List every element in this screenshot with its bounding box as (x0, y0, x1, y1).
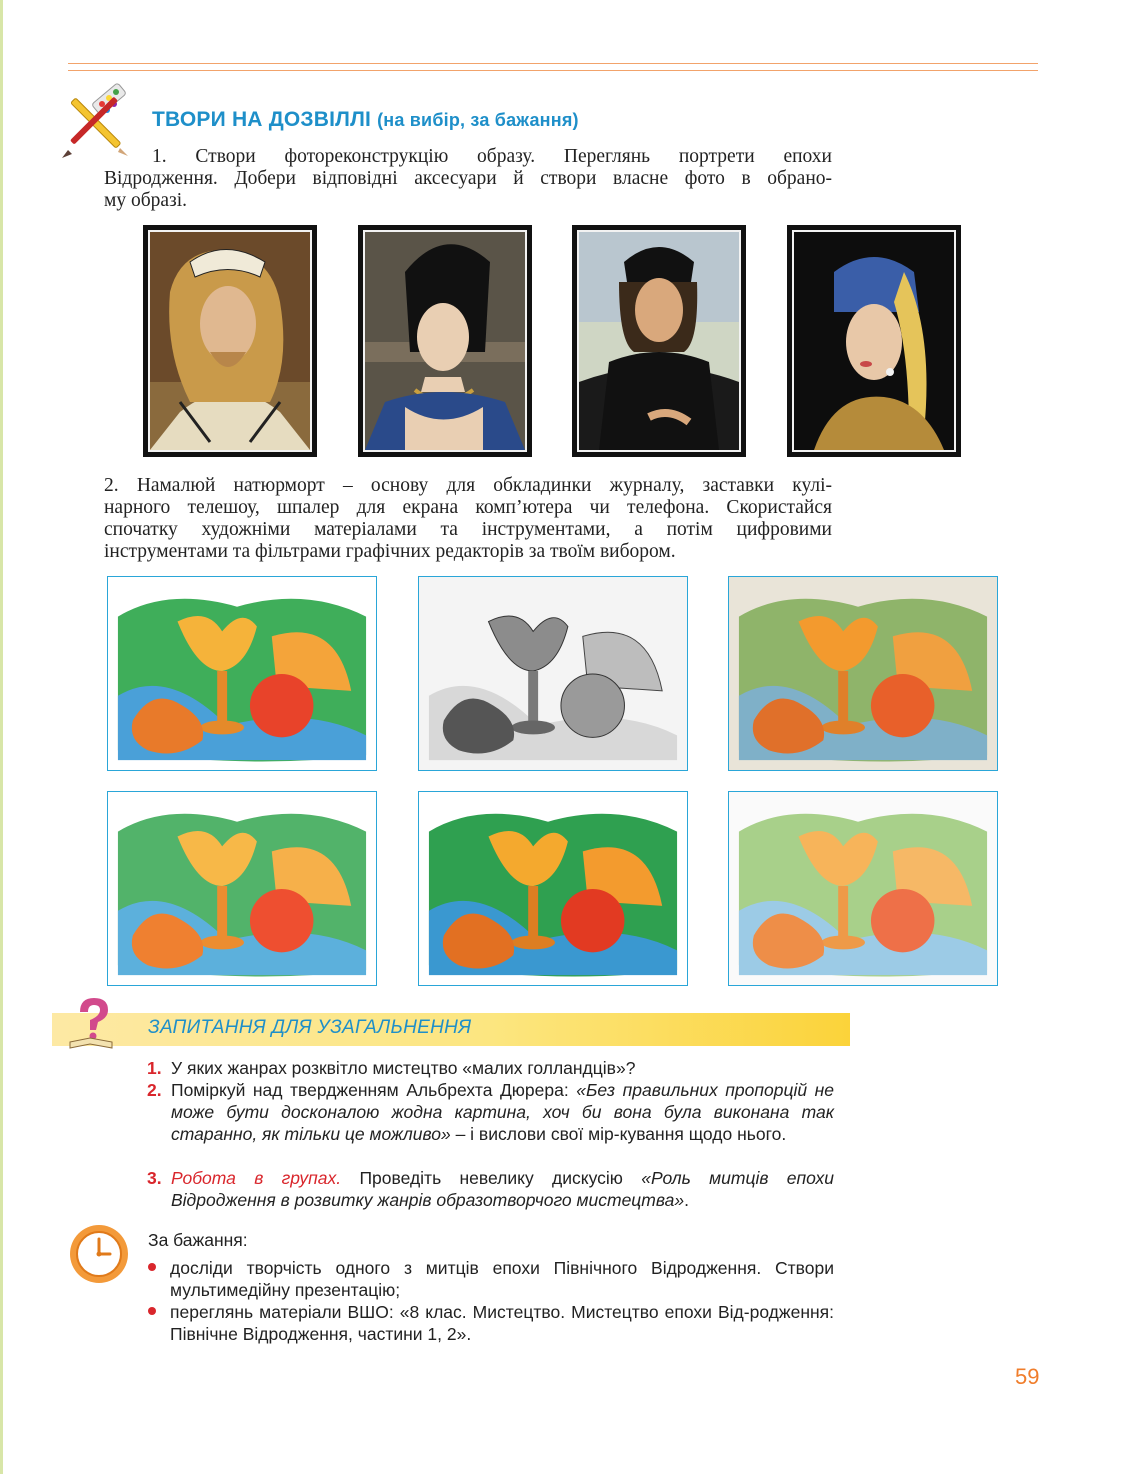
section-title-main: ТВОРИ НА ДОЗВІЛЛІ (152, 108, 372, 131)
wish-bullet-2 (148, 1301, 834, 1345)
still-life-oil-filter (418, 791, 688, 986)
task1-line2: Відродження. Добери відповідні аксесуари й створи власне фото в обрано- (104, 168, 832, 189)
header-rule-top (68, 63, 1038, 64)
question-2-number: 2. (147, 1080, 162, 1100)
question-3-text-b: . (684, 1190, 689, 1210)
section-title-subtitle: (на вибір, за бажання) (377, 110, 579, 130)
question-3-number: 3. (147, 1168, 162, 1188)
question-3-body (148, 1167, 834, 1211)
question-2-body (148, 1079, 834, 1145)
question-1-number: 1. (147, 1058, 162, 1078)
task1-line1: 1. Створи фотореконструкцію образу. Переглянь портрети епохи (152, 146, 832, 167)
question-2 (148, 1079, 834, 1145)
wish-label: За бажання: (148, 1230, 248, 1250)
clock-icon (68, 1223, 130, 1285)
wish-bullet-2-text: переглянь матеріали ВШО: «8 клас. Мистецтво. Мистецтво епохи Від-родження: Північне Відродження, частини 1, 2». (170, 1302, 834, 1344)
wish-bullet-1 (148, 1257, 834, 1301)
questions-title: ЗАПИТАННЯ ДЛЯ УЗАГАЛЬНЕННЯ (148, 1017, 472, 1038)
question-1 (148, 1057, 834, 1079)
portrait-young-man (572, 225, 746, 457)
portrait-young-woman (358, 225, 532, 457)
portrait-girl-with-pearl-earring (787, 225, 961, 457)
task2-line3: спочатку художніми матеріалами та інструментами, а потім цифровими (104, 519, 832, 540)
still-life-mosaic-filter (728, 576, 998, 771)
still-life-pencil (418, 576, 688, 771)
still-life-pixelate-filter (107, 791, 377, 986)
page-edge-stripe (0, 0, 3, 1474)
question-2-text-b: – і вислови свої мір-кування щодо нього. (450, 1124, 787, 1144)
question-3 (148, 1167, 834, 1211)
question-2-text-a: Поміркуй над твердженням Альбрехта Дюрера: (171, 1080, 577, 1100)
question-book-icon (64, 994, 120, 1050)
question-3-quote: «Роль митців епохи Відродження в розвитку жанрів образотворчого мистецтва» (171, 1168, 834, 1210)
art-supplies-icon (54, 82, 134, 162)
task2-line1: 2. Намалюй натюрморт – основу для обкладинки журналу, заставки кулі- (104, 475, 832, 496)
bullet-icon (148, 1307, 156, 1315)
task1-line3: му образі. (104, 190, 188, 211)
still-life-watercolor (107, 576, 377, 771)
question-2-quote: «Без правильних пропорцій не може бути досконалою жодна картина, хоч би вона була виконана так старанно, як тільки це можливо» (171, 1080, 834, 1144)
question-3-text-a: Проведіть невелику дискусію (341, 1168, 642, 1188)
still-life-pointillism-filter (728, 791, 998, 986)
header-rule-bottom (68, 70, 1038, 71)
task2-line2: нарного телешоу, шпалер для екрана комп’ютера чи телефона. Скористайся (104, 497, 832, 518)
portrait-durer (143, 225, 317, 457)
wish-bullet-1-text: досліди творчість одного з митців епохи Північного Відродження. Створи мультимедійну презентацію; (170, 1258, 834, 1300)
page-number: 59 (1015, 1364, 1040, 1389)
bullet-icon (148, 1263, 156, 1271)
question-3-lead: Робота в групах. (171, 1168, 342, 1188)
section-title (152, 108, 579, 132)
task2-line4: інструментами та фільтрами графічних редакторів за твоїм вибором. (104, 541, 676, 562)
question-1-text: У яких жанрах розквітло мистецтво «малих голландців»? (171, 1058, 636, 1078)
